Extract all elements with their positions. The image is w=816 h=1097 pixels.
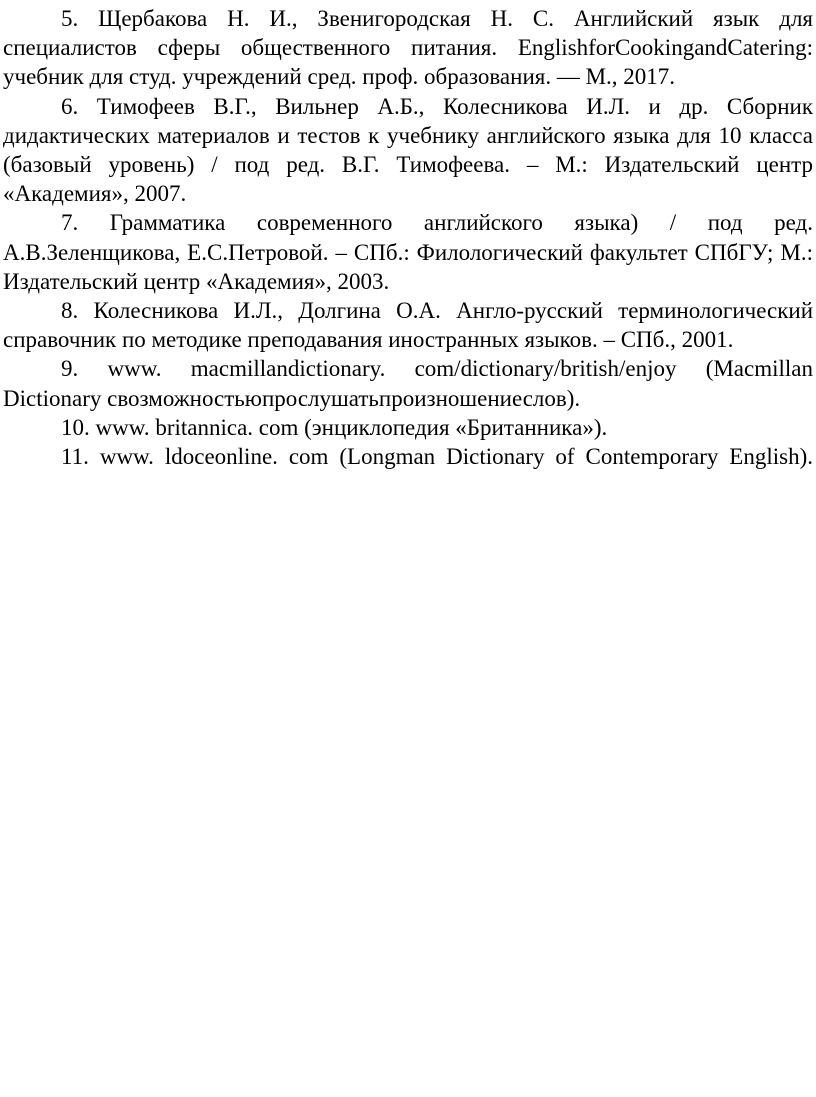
reference-item-9: 9. www. macmillandictionary. com/dictionary/british/enjoy (Macmillan Dictionary свозможностьюпрослушатьпроизношениеслов). (3, 356, 813, 411)
reference-item-11: 11. www. ldoceonline. com (Longman Dictionary of Contemporary English). (61, 444, 813, 470)
reference-list (3, 4, 813, 471)
reference-item-6: 6. Тимофеев В.Г., Вильнер А.Б., Колесникова И.Л. и др. Сборник дидактических материалов и тестов к учебнику английского языка для 10 класса (базовый уровень) / под ред. В.Г. Тимофеева. – М.: Издательский центр «Академия», 2007. (3, 93, 813, 207)
reference-item-5: 5. Щербакова Н. И., Звенигородская Н. С. Английский язык для специалистов сферы общественного питания. EnglishforCookingandCatering: учебник для студ. учреждений сред. проф. образования. — М., 2017. (3, 6, 813, 90)
reference-item-10: 10. www. britannica. com (энциклопедия «Британника»). (61, 414, 608, 440)
reference-item-7: 7. Грамматика современного английского языка) / под ред. А.В.Зеленщикова, Е.С.Петровой. – СПб.: Филологический факультет СПбГУ; М.: Издательский центр «Академия», 2003. (3, 210, 813, 294)
reference-item-8: 8. Колесникова И.Л., Долгина О.А. Англо-русский терминологический справочник по методике преподавания иностранных языков. – СПб., 2001. (3, 298, 813, 353)
